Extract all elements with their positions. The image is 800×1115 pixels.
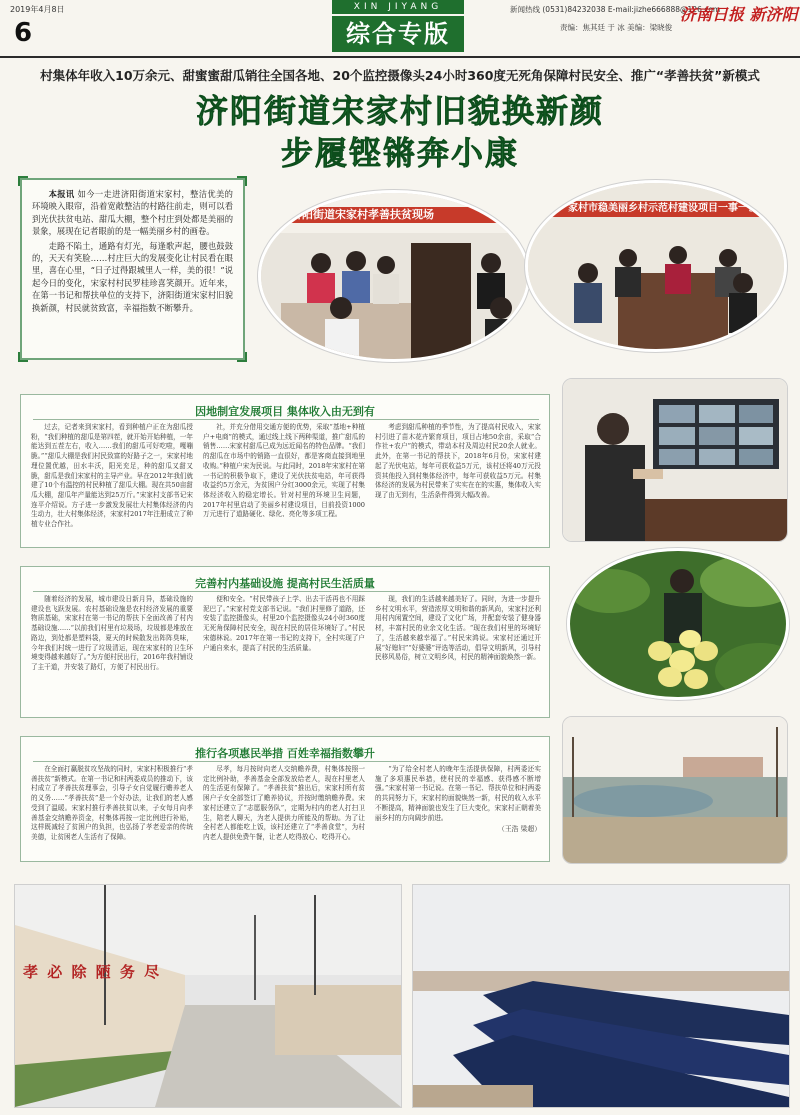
pond-photo — [562, 716, 788, 864]
article-byline: （王浩 梁超） — [498, 825, 541, 834]
article-3-col2: 尽孝，每月按时向老人交纳赡养费，村集体按照一定比例补助，孝善基金全部发放给老人，现在村里老人的生活更有保障了。“孝善扶贫”推出后，宋家村所有贫困户子女全部签订了赡养协议，并按时缴纳赡养费。宋家村还建立了“志愿服务队”，定期为村内的老人打扫卫生，陪老人聊天，为老人提供力所能及的帮助。为了让全村老人都能吃上饭，该村还建立了“孝善食堂”，为村内老人提供免费午餐，让老人吃得放心、吃得开心。 — [203, 765, 365, 841]
lead-label: 本报讯 — [48, 189, 75, 199]
article-2-col1: 随着经济的发展，城市建设日新月异，基础设施的建设也飞跃发展。农村基础设施是农村经济发展的重要物质基础，宋家村在第一书记的帮扶下全面改善了村内基础设施……“以前我们村里有垃圾场，垃圾都是堆放在路边，到处都是塑料袋，夏天的时候散发出阵阵臭味，今年我们村统一进行了垃圾清运，现在宋家村的卫生环境变得越来越好了。”为方便村民出行，2016年我村铺设了主干道，并安装了路灯，方便了村民出行。 — [31, 595, 193, 671]
newspaper-logo: 济南日报 新济阳 — [680, 5, 798, 24]
village-road-photo — [14, 884, 402, 1108]
article-1-title: 因地制宜发展项目 集体收入由无到有 — [195, 405, 375, 418]
ceremony-photo — [525, 180, 787, 352]
article-1-col2: 社，并充分借用交通方便的优势，采取“基地+种植户+电商”的模式，通过线上线下两种渠道，推广甜瓜的销售……宋家村甜瓜已成为远近闻名的特色品牌。“我们的甜瓜在市场中的销路一直很好，都是客商直接到地里收购。”种植户宋为民说。与此同时，2018年宋家村在第一书记的积极争取下，建设了光伏扶贫电站，年可获得收益约5万余元，为贫困户分红3000余元，实现了村集体经济收入的稳定增长。针对村里的环境卫生问题，2017年村里启动了美丽乡村建设项目，目前投资1000万元进行了道路硬化、绿化、亮化等多项工程。 — [203, 423, 365, 519]
main-headline-line2: 步履铿锵奔小康 — [280, 134, 519, 172]
editor-credits: 责编：焦其廷 于 冰 美编：梁晓俊 — [560, 23, 673, 32]
article-3-col3: “为了给全村老人的晚年生活提供保障，村两委还实施了多项惠民举措，使村民的幸福感、获得感不断增强。”宋家村第一书记说。在第一书记、帮扶单位和村两委的共同努力下，宋家村的面貌焕然一新，村民的收入水平不断提高，精神面貌也发生了巨大变化，宋家村正朝着美丽乡村的方向阔步前进。 （王浩 梁超） — [375, 765, 541, 834]
section-pinyin: XIN JIYANG — [332, 0, 464, 14]
article-2 — [20, 566, 550, 718]
lead-p1: 本报讯 如今一走进济阳街道宋家村，整洁优美的环境映入眼帘，沿着宽敞整洁的村路往前走，则可以看到光伏扶贫电站、甜瓜大棚，整个村庄到处都是美丽的景象，展现在记者眼前的是一幅美丽乡村的画卷。 — [32, 189, 233, 237]
lead-paragraph-box — [20, 178, 245, 360]
article-2-col2: 便和安全。“村民带孩子上学、出去干活再也不用踩泥巴了。”宋家村党支部书记说。“我们村里修了道路，还安装了监控摄像头，村里20个监控摄像头24小时360度无死角保障村民安全，现在村民的居住环境好了。”村民宋德林说。2017年在第一书记的支持下，全村实现了户户通自来水，提高了村民的生活质量。 — [203, 595, 365, 652]
monitor-room-photo — [562, 378, 788, 542]
main-headline-line1: 济阳街道宋家村旧貌换新颜 — [195, 92, 604, 130]
article-3 — [20, 736, 550, 862]
header-rule — [0, 56, 800, 58]
article-3-col1: 在全面打赢脱贫攻坚战的同时，宋家村积极推行“孝善扶贫”新模式。在第一书记和村两委成员的推动下，该村成立了孝善扶贫理事会，引导子女自觉履行赡养老人的义务……“孝善扶贫”是一个好办法，让我们的老人感受到了温暖。宋家村推行孝善扶贫以来，子女每月向孝善基金交纳赡养资金，村集体再按一定比例进行补贴，这样既减轻了贫困户的负担，也弘扬了孝老爱亲的传统美德，让贫困老人生活有了保障。 — [31, 765, 193, 841]
lead-p2: 走路不陷土，通路有灯光，每逢歌声起，腰也鼓鼓的，天天有笑脸……村庄巨大的发展变化让村民看在眼里，喜在心里，“日子过得跟城里人一样，美的很！”说起今日的变化，宋家村村民罗桂珍喜笑颜开。近年来，在第一书记和帮扶单位的支持下，济阳街道宋家村旧貌换新颜，村民就贫致富，幸福指数不断攀升。 — [32, 240, 233, 313]
article-2-col3: 现，我们的生活越来越美好了。同时，为进一步提升乡村文明水平，营造浓厚文明和谐的新风尚，宋家村还利用村内闲置空间，建设了文化广场，并配套安装了健身器材，丰富村民的业余文化生活。“现在我们村里的环境好了，生活越来越幸福了。”村民宋鸿说。宋家村还通过开展“好媳妇”“好婆婆”评选等活动，倡导文明新风，引导村民移风易俗，树立文明乡风，村民的精神面貌焕然一新。 — [375, 595, 541, 662]
melon-photo — [567, 548, 789, 700]
ceremony-banner: 家村市稳美丽乡村示范村建设项目一事一议 — [528, 201, 787, 217]
news-hotline: 新闻热线 (0531)84232038 E-mail:jizhe666888@126.com — [510, 5, 721, 14]
article-1-col1: 过去，记者来到宋家村，看到种植户正在为甜瓜授粉，“我们种植的甜瓜是第四茬，就开始开始种植，一年能达到五茬左右，收入……我们的甜瓜可好吃啦，嘎嘣脆。”“甜瓜大棚是我们村民致富的好路子之一，宋家村地理位置优越，田水丰沃，阳光充足，种的甜瓜又甜又脆，甜瓜是我们宋家村的主导产业。早在2012年我们就建了10个有温控的村民种植了甜瓜大棚。现在共50亩甜瓜大棚，甜瓜年产量能达到25万斤。”宋家村支部书记宋连平介绍说。方子进一步激发发展壮大村集体经济的内生动力，壮大村集体经济，宋家村2017年注册成立了种植专业合作社。 — [31, 423, 193, 529]
wall-slogan: 孝 必 除 陋 务 尽 — [23, 963, 162, 981]
meeting-photo — [258, 190, 530, 362]
publication-date: 2019年4月8日 — [10, 5, 65, 14]
article-2-title: 完善村内基础设施 提高村民生活质量 — [195, 577, 375, 590]
article-1-col3: 考虑到甜瓜种植的季节性，为了提高村民收入，宋家村引进了苗木花卉繁育项目，项目占地50余亩，采取“合作社+农户”的模式，带动本村及周边村民20余人就业。此外，在第一书记的帮扶下，2018年6月份，宋家村建起了光伏电站，每年可获收益5万元，该村还将40万元投资其他投入到村集体经济中，每年可获收益5万元。村集体经济的发展为村民带来了实实在在的实惠，集体收入实现了由无到有，生活条件得到大幅改善。 — [375, 423, 541, 499]
section-title: 综合专版 — [332, 16, 464, 52]
article-3-title: 推行各项惠民举措 百姓幸福指数攀升 — [195, 747, 375, 760]
page-number: 6 — [14, 18, 33, 48]
article-1 — [20, 394, 550, 548]
solar-panels-photo — [412, 884, 790, 1108]
meeting-banner: 济阳街道宋家村孝善扶贫现场 — [261, 207, 530, 223]
sub-headline: 村集体年收入10万余元、甜蜜蜜甜瓜销往全国各地、20个监控摄像头24小时360度无死角保障村民安全、推广“孝善扶贫”新模式 — [40, 68, 760, 83]
